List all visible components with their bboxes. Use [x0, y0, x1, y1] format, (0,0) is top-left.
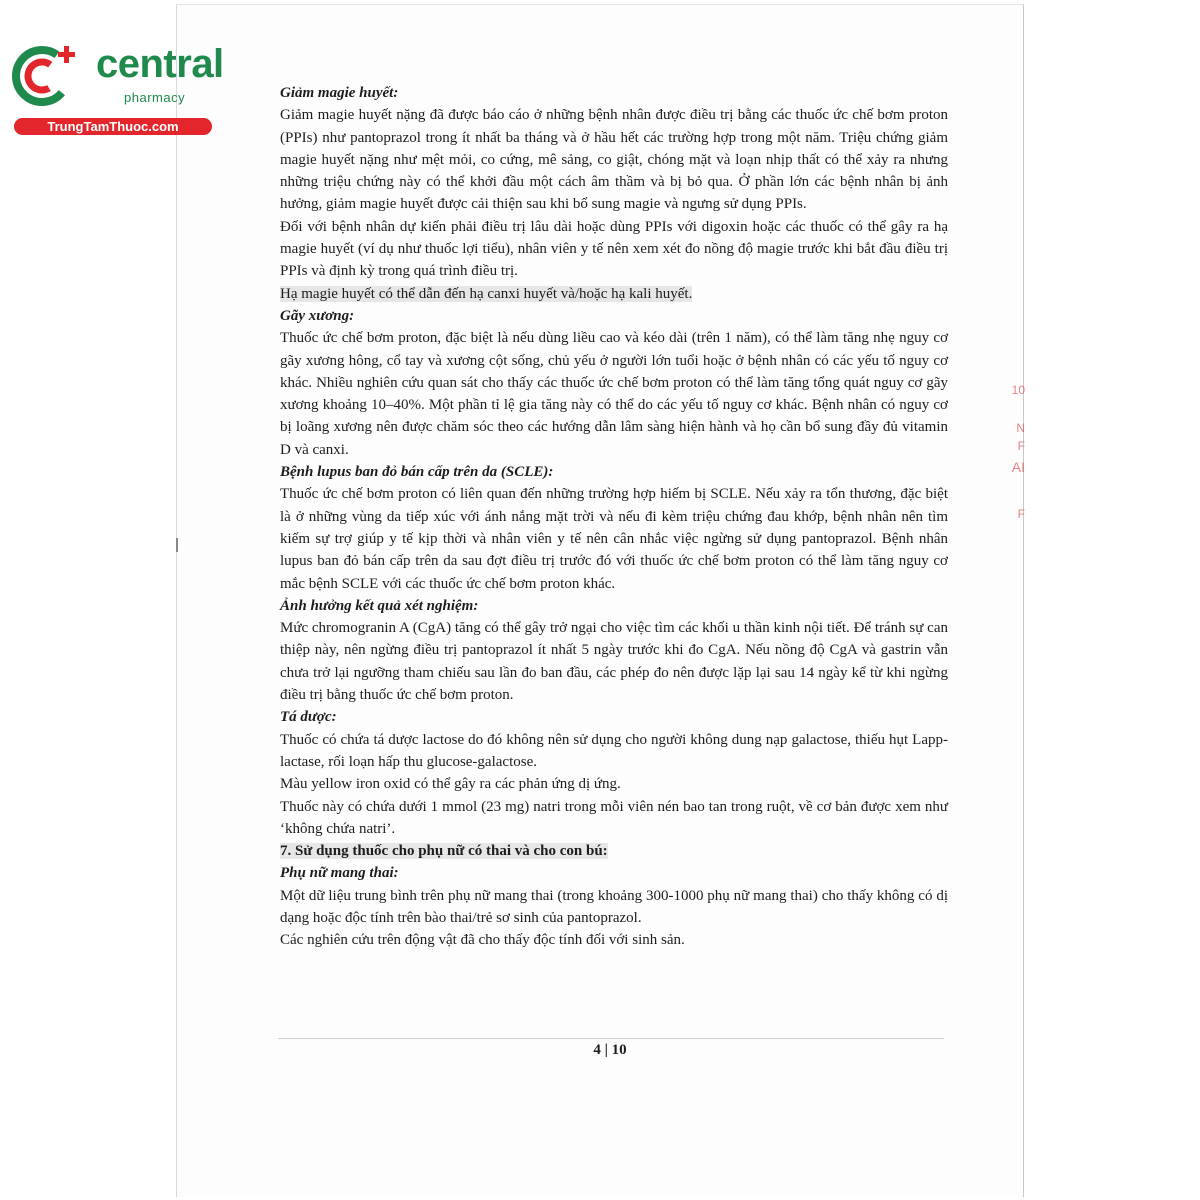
- sub-heading: Phụ nữ mang thai:: [280, 865, 399, 882]
- red-stamp-fragment: [1005, 375, 1025, 535]
- section-7-title-text: 7. Sử dụng thuốc cho phụ nữ có thai và cho con bú:: [280, 843, 608, 860]
- central-logo-icon: [10, 40, 80, 110]
- section-heading: Ảnh hưởng kết quả xét nghiệm:: [280, 597, 479, 614]
- section-heading: Bệnh lupus ban đỏ bán cấp trên da (SCLE):: [280, 464, 554, 481]
- paragraph: Thuốc ức chế bơm proton, đặc biệt là nếu dùng liều cao và kéo dài (trên 1 năm), có thể làm tăng nhẹ nguy cơ gãy xương hông, cổ tay và xương cột sống, chủ yếu ở người lớn tuổi hoặc ở bệnh nhân có các yếu tố nguy cơ khác. Nhiều nghiên cứu quan sát cho thấy các thuốc ức chế bơm proton có thể làm tăng tổng quát nguy cơ gãy xương khoảng 10–40%. Một phần tỉ lệ gia tăng này có thể do các yếu tố nguy cơ khác. Bệnh nhân có nguy cơ bị loãng xương nên được chăm sóc theo các hướng dẫn lâm sàng hiện hành và họ cần bổ sung đầy đủ vitamin D và canxi.: [280, 330, 948, 458]
- logo-subtitle: pharmacy: [124, 90, 186, 105]
- stamp-text: 10: [1011, 383, 1025, 397]
- paragraph: Mức chromogranin A (CgA) tăng có thể gây trở ngại cho việc tìm các khối u thần kinh nội tiết. Để tránh sự can thiệp này, nên ngừng điều trị pantoprazol ít nhất 5 ngày trước khi đo CgA. Nếu nồng độ CgA và gastrin vẫn chưa trở lại ngưỡng tham chiếu sau lần đo ban đầu, các phép đo nên được lặp lại sau 14 ngày kể từ khi ngừng điều trị bằng thuốc ức chế bơm proton.: [280, 620, 948, 704]
- logo-name: central: [96, 42, 224, 86]
- central-pharmacy-logo[interactable]: [10, 40, 224, 140]
- section-heading: Tá dược:: [280, 709, 337, 726]
- footer-divider: [278, 1038, 944, 1039]
- section-heading: Giảm magie huyết:: [280, 85, 399, 101]
- paragraph: Giảm magie huyết nặng đã được báo cáo ở những bệnh nhân được điều trị bằng các thuốc ức chế bơm proton (PPIs) như pantoprazol trong ít nhất ba tháng và ở hầu hết các trường hợp trong một năm. Triệu chứng giảm magie huyết nặng như mệt mỏi, co cứng, mê sảng, co giật, chóng mặt và loạn nhịp thất có thể xảy ra nhưng những triệu chứng này có thể khởi đầu một cách âm thầm và bị bỏ qua. Ở phần lớn các bệnh nhân bị ảnh hưởng, giảm magie huyết được cải thiện sau khi bổ sung magie và ngưng sử dụng PPIs.: [280, 107, 948, 213]
- paragraph: Màu yellow iron oxid có thể gây ra các phản ứng dị ứng.: [280, 776, 621, 793]
- stamp-text: AI: [1011, 459, 1025, 475]
- paragraph: Thuốc ức chế bơm proton có liên quan đến những trường hợp hiếm bị SCLE. Nếu xảy ra tổn thương, đặc biệt là ở những vùng da tiếp xúc với ánh nắng mặt trời và nếu đi kèm triệu chứng đau khớp, bệnh nhân nên tìm kiếm sự trợ giúp y tế kịp thời và nhân viên y tế nên cân nhắc việc ngừng sử dụng pantoprazol. Bệnh nhân lupus ban đỏ bán cấp trên da sau đợt điều trị trước đó với thuốc ức chế bơm proton có thể làm tăng nguy cơ mắc bệnh SCLE với các thuốc ức chế bơm proton khác.: [280, 486, 948, 592]
- paragraph-highlighted: [280, 283, 948, 305]
- paragraph: Một dữ liệu trung bình trên phụ nữ mang thai (trong khoảng 300-1000 phụ nữ mang thai) cho thấy không có dị dạng hoặc độc tính trên bào thai/trẻ sơ sinh của pantoprazol.: [280, 887, 948, 926]
- highlighted-text: Hạ magie huyết có thể dẫn đến hạ canxi huyết và/hoặc hạ kali huyết.: [280, 285, 693, 302]
- paragraph: Thuốc có chứa tá dược lactose do đó không nên sử dụng cho người không dung nạp galactose, thiếu hụt Lapp-lactase, rối loạn hấp thu glucose-galactose.: [280, 731, 948, 770]
- document-body: [280, 82, 948, 952]
- paragraph: Các nghiên cứu trên động vật đã cho thấy độc tính đối với sinh sản.: [280, 932, 685, 949]
- scan-mark: [176, 538, 178, 552]
- section-heading: Gãy xương:: [280, 307, 355, 324]
- paragraph: Thuốc này có chứa dưới 1 mmol (23 mg) natri trong mỗi viên nén bao tan trong ruột, về cơ bản được xem như ‘không chứa natri’.: [280, 798, 948, 837]
- stamp-text: F: [1017, 507, 1025, 521]
- stamp-text: F: [1017, 439, 1025, 453]
- logo-url-badge[interactable]: TrungTamThuoc.com: [14, 118, 212, 135]
- page-number: 4 | 10: [593, 1042, 627, 1058]
- stamp-text: N: [1016, 421, 1025, 435]
- paragraph: Đối với bệnh nhân dự kiến phải điều trị lâu dài hoặc dùng PPIs với digoxin hoặc các thuốc có thể gây ra hạ magie huyết (ví dụ như thuốc lợi tiểu), nhân viên y tế nên xem xét đo nồng độ magie trước khi bắt đầu điều trị PPIs và định kỳ trong quá trình điều trị.: [280, 218, 948, 280]
- section-7-title: [280, 840, 948, 862]
